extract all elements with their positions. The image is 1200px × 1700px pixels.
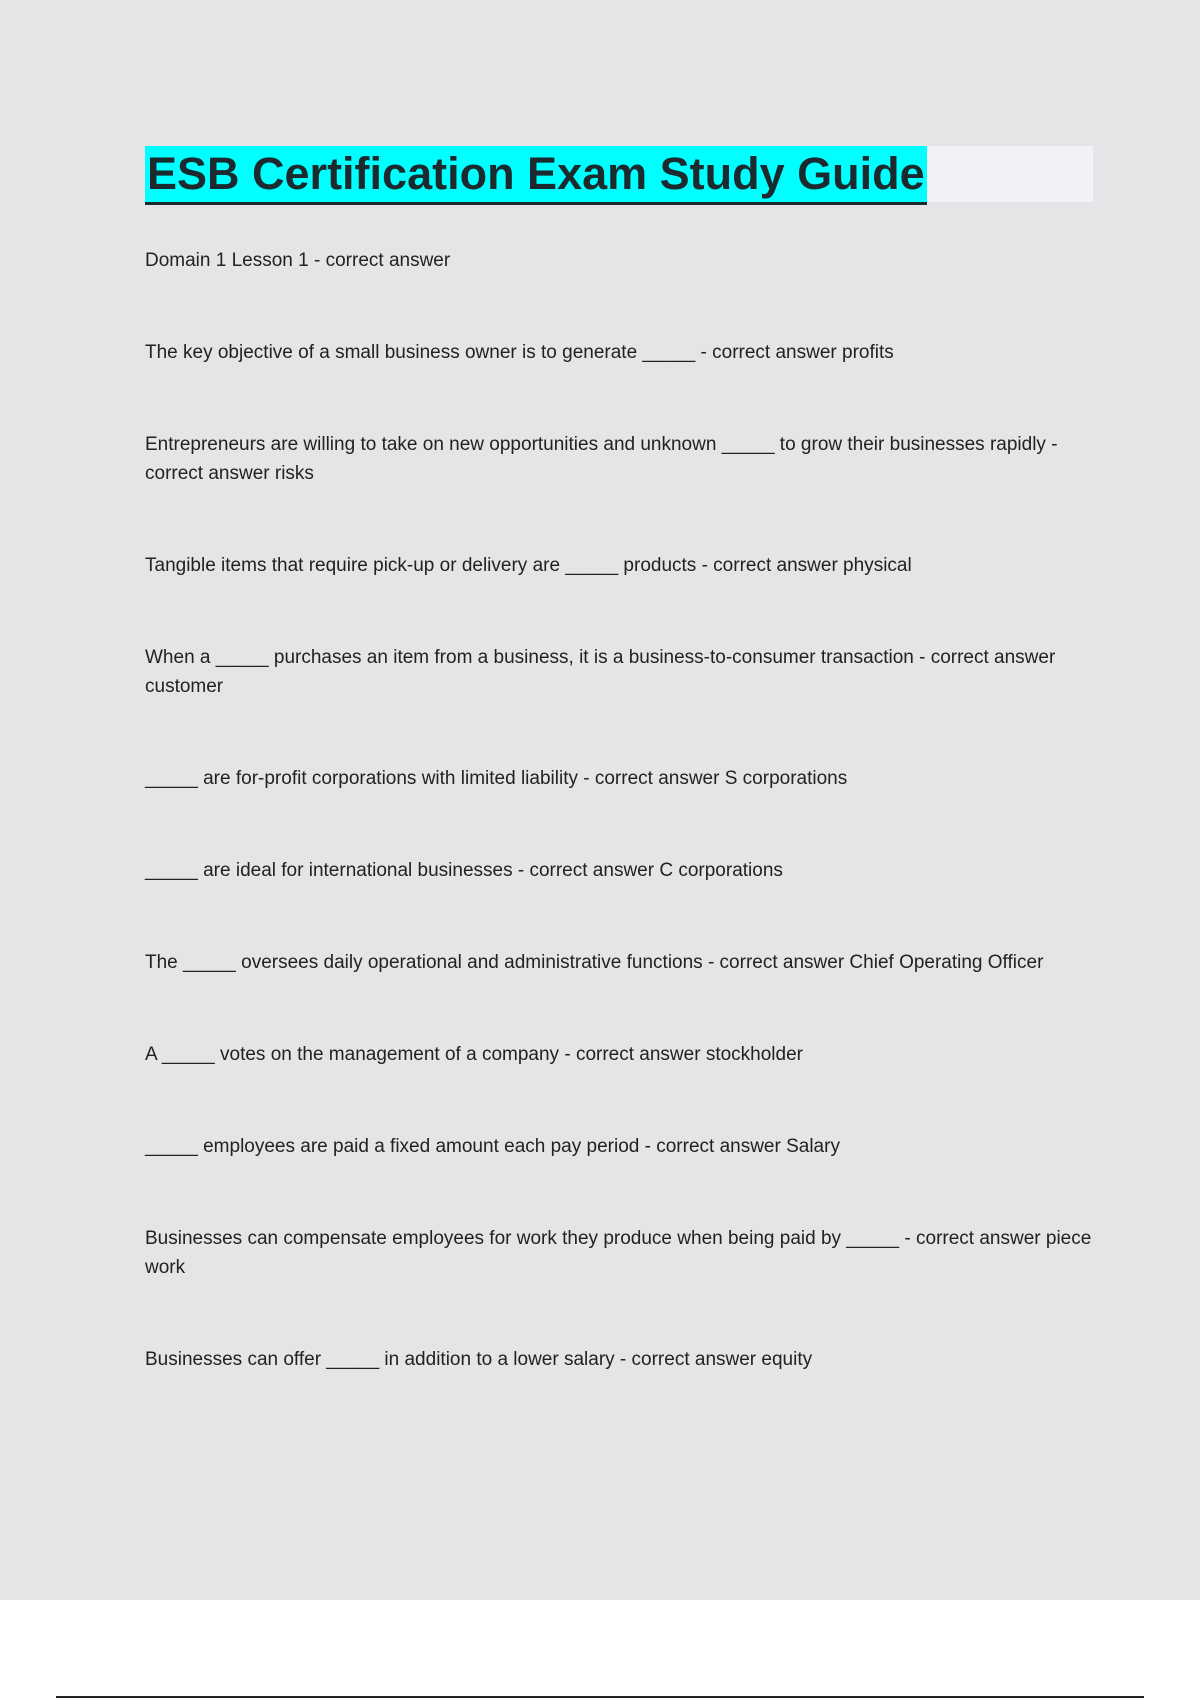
qa-item-12: Businesses can offer _____ in addition to a lower salary - correct answer equity [145,1349,813,1370]
qa-item-9: A _____ votes on the management of a company - correct answer stockholder [145,1044,803,1065]
qa-item-10: _____ employees are paid a fixed amount each pay period - correct answer Salary [145,1136,840,1157]
footer-rule [56,1696,1144,1698]
qa-item-7: _____ are ideal for international businesses - correct answer C corporations [145,860,783,881]
qa-item-5: When a _____ purchases an item from a business, it is a business-to-consumer transaction - correct answer customer [145,647,1056,697]
qa-item-3: Entrepreneurs are willing to take on new opportunities and unknown _____ to grow their businesses rapidly - correct answer risks [145,434,1058,484]
qa-list [145,246,1095,1437]
qa-item-8: The _____ oversees daily operational and administrative functions - correct answer Chief Operating Officer [145,952,1044,973]
qa-item-6: _____ are for-profit corporations with limited liability - correct answer S corporations [145,768,848,789]
document-title: ESB Certification Exam Study Guide [145,146,927,205]
qa-item-2: The key objective of a small business owner is to generate _____ - correct answer profits [145,342,894,363]
qa-item-11: Businesses can compensate employees for work they produce when being paid by _____ - correct answer piece work [145,1228,1092,1278]
qa-item-1: Domain 1 Lesson 1 - correct answer [145,250,451,271]
qa-item-4: Tangible items that require pick-up or delivery are _____ products - correct answer physical [145,555,912,576]
